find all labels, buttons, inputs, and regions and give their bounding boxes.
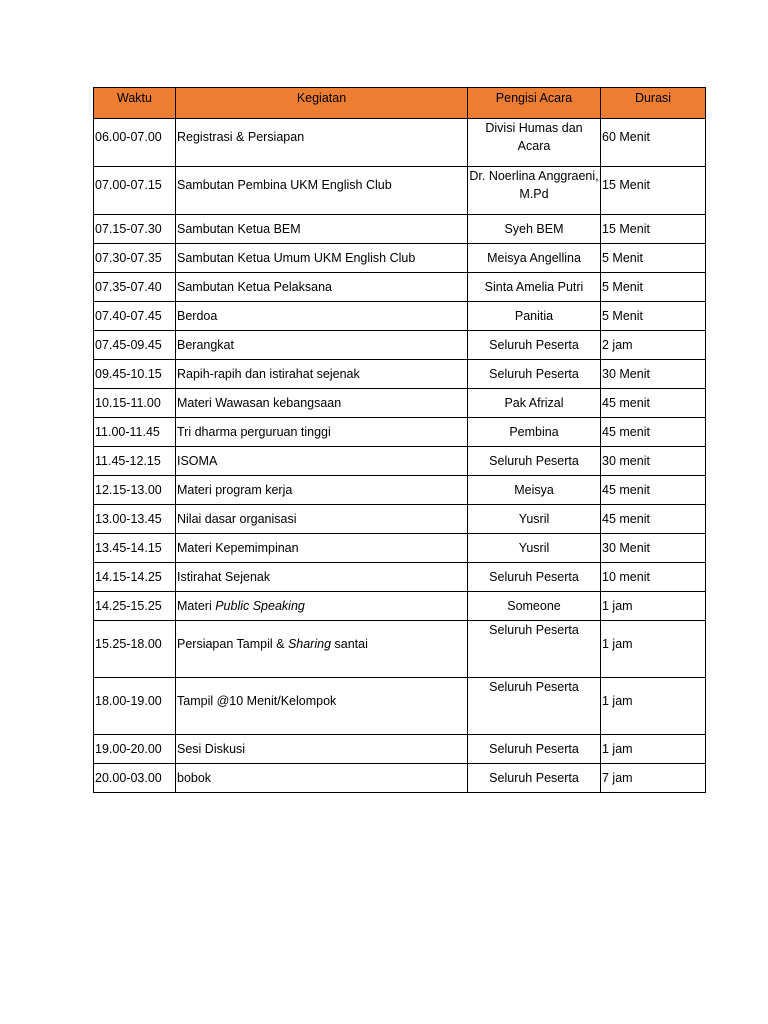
- cell-duration: 15 Menit: [601, 215, 706, 244]
- activity-text: bobok: [177, 771, 212, 785]
- cell-host: Yusril: [468, 505, 601, 534]
- table-row: [94, 476, 706, 505]
- cell-time: 19.00-20.00: [94, 735, 176, 764]
- cell-time: 09.45-10.15: [94, 360, 176, 389]
- cell-activity: [176, 167, 468, 215]
- cell-activity: [176, 678, 468, 735]
- cell-host: Pembina: [468, 418, 601, 447]
- cell-duration: 10 menit: [601, 563, 706, 592]
- cell-host: Seluruh Peserta: [468, 563, 601, 592]
- cell-host: Meisya: [468, 476, 601, 505]
- cell-time: 14.15-14.25: [94, 563, 176, 592]
- table-row: [94, 678, 706, 735]
- cell-activity: [176, 331, 468, 360]
- activity-text: ISOMA: [177, 454, 218, 468]
- cell-activity: [176, 215, 468, 244]
- cell-host: Pak Afrizal: [468, 389, 601, 418]
- cell-duration: 60 Menit: [601, 119, 706, 167]
- header-host: Pengisi Acara: [468, 88, 601, 119]
- activity-text: Sambutan Pembina UKM English Club: [177, 178, 392, 192]
- cell-host: Seluruh Peserta: [468, 621, 601, 678]
- cell-host: Syeh BEM: [468, 215, 601, 244]
- cell-activity: [176, 389, 468, 418]
- table-row: [94, 764, 706, 793]
- cell-duration: 5 Menit: [601, 244, 706, 273]
- activity-text: Nilai dasar organisasi: [177, 512, 297, 526]
- table-row: [94, 447, 706, 476]
- cell-host: Dr. Noerlina Anggraeni, M.Pd: [468, 167, 601, 215]
- activity-text-italic: Public Speaking: [215, 599, 305, 613]
- table-row: [94, 215, 706, 244]
- cell-duration: 5 Menit: [601, 273, 706, 302]
- cell-activity: [176, 563, 468, 592]
- activity-text: Istirahat Sejenak: [177, 570, 271, 584]
- cell-time: 07.30-07.35: [94, 244, 176, 273]
- cell-host: Seluruh Peserta: [468, 735, 601, 764]
- cell-duration: 7 jam: [601, 764, 706, 793]
- cell-host: Divisi Humas dan Acara: [468, 119, 601, 167]
- cell-time: 07.45-09.45: [94, 331, 176, 360]
- cell-host: Someone: [468, 592, 601, 621]
- cell-time: 07.15-07.30: [94, 215, 176, 244]
- cell-duration: 45 menit: [601, 505, 706, 534]
- activity-text: Sesi Diskusi: [177, 742, 246, 756]
- cell-duration: 15 Menit: [601, 167, 706, 215]
- cell-time: 13.00-13.45: [94, 505, 176, 534]
- cell-duration: 1 jam: [601, 678, 706, 735]
- cell-host: Seluruh Peserta: [468, 678, 601, 735]
- cell-host: Meisya Angellina: [468, 244, 601, 273]
- table-row: [94, 389, 706, 418]
- cell-duration: 45 menit: [601, 476, 706, 505]
- cell-time: 07.35-07.40: [94, 273, 176, 302]
- cell-duration: 2 jam: [601, 331, 706, 360]
- activity-text: Materi: [177, 599, 216, 613]
- activity-text: Tampil @10 Menit/Kelompok: [177, 694, 337, 708]
- cell-duration: 30 Menit: [601, 360, 706, 389]
- activity-text: Materi program kerja: [177, 483, 293, 497]
- cell-time: 14.25-15.25: [94, 592, 176, 621]
- cell-activity: [176, 592, 468, 621]
- cell-host: Sinta Amelia Putri: [468, 273, 601, 302]
- activity-text: Tri dharma perguruan tinggi: [177, 425, 331, 439]
- cell-activity: [176, 621, 468, 678]
- cell-activity: [176, 360, 468, 389]
- cell-host: Seluruh Peserta: [468, 764, 601, 793]
- activity-text: Persiapan Tampil &: [177, 637, 288, 651]
- table-row: [94, 273, 706, 302]
- cell-activity: [176, 119, 468, 167]
- cell-activity: [176, 302, 468, 331]
- activity-text-italic: Sharing: [287, 637, 332, 651]
- cell-activity: [176, 735, 468, 764]
- activity-text: Sambutan Ketua Pelaksana: [177, 280, 332, 294]
- cell-time: 12.15-13.00: [94, 476, 176, 505]
- cell-time: 07.00-07.15: [94, 167, 176, 215]
- cell-host: Yusril: [468, 534, 601, 563]
- header-activity: Kegiatan: [176, 88, 468, 119]
- cell-time: 11.00-11.45: [94, 418, 176, 447]
- activity-text: Materi Wawasan kebangsaan: [177, 396, 342, 410]
- cell-activity: [176, 534, 468, 563]
- cell-activity: [176, 244, 468, 273]
- cell-time: 20.00-03.00: [94, 764, 176, 793]
- cell-activity: [176, 476, 468, 505]
- table-row: [94, 167, 706, 215]
- header-row: [94, 88, 706, 119]
- cell-activity: [176, 418, 468, 447]
- cell-time: 13.45-14.15: [94, 534, 176, 563]
- cell-time: 07.40-07.45: [94, 302, 176, 331]
- table-row: [94, 621, 706, 678]
- table-row: [94, 735, 706, 764]
- table-row: [94, 302, 706, 331]
- header-time: Waktu: [94, 88, 176, 119]
- cell-duration: 30 Menit: [601, 534, 706, 563]
- cell-host: Seluruh Peserta: [468, 331, 601, 360]
- table-row: [94, 119, 706, 167]
- activity-text: santai: [331, 637, 368, 651]
- activity-text: Rapih-rapih dan istirahat sejenak: [177, 367, 360, 381]
- cell-duration: 45 menit: [601, 389, 706, 418]
- cell-activity: [176, 764, 468, 793]
- cell-time: 15.25-18.00: [94, 621, 176, 678]
- table-row: [94, 563, 706, 592]
- cell-time: 18.00-19.00: [94, 678, 176, 735]
- table-body: [94, 119, 706, 793]
- table-row: [94, 331, 706, 360]
- cell-time: 11.45-12.15: [94, 447, 176, 476]
- table-row: [94, 244, 706, 273]
- cell-duration: 1 jam: [601, 592, 706, 621]
- table-row: [94, 360, 706, 389]
- cell-activity: [176, 505, 468, 534]
- cell-host: Seluruh Peserta: [468, 447, 601, 476]
- header-duration: Durasi: [601, 88, 706, 119]
- cell-duration: 5 Menit: [601, 302, 706, 331]
- schedule-table: [93, 87, 706, 793]
- cell-host: Panitia: [468, 302, 601, 331]
- table-row: [94, 592, 706, 621]
- cell-time: 10.15-11.00: [94, 389, 176, 418]
- cell-duration: 1 jam: [601, 621, 706, 678]
- activity-text: Registrasi & Persiapan: [177, 130, 305, 144]
- cell-duration: 1 jam: [601, 735, 706, 764]
- table-row: [94, 534, 706, 563]
- activity-text: Sambutan Ketua Umum UKM English Club: [177, 251, 416, 265]
- activity-text: Materi Kepemimpinan: [177, 541, 299, 555]
- cell-activity: [176, 273, 468, 302]
- cell-activity: [176, 447, 468, 476]
- activity-text: Sambutan Ketua BEM: [177, 222, 301, 236]
- activity-text: Berangkat: [177, 338, 234, 352]
- cell-duration: 45 menit: [601, 418, 706, 447]
- cell-host: Seluruh Peserta: [468, 360, 601, 389]
- cell-duration: 30 menit: [601, 447, 706, 476]
- cell-time: 06.00-07.00: [94, 119, 176, 167]
- table-row: [94, 505, 706, 534]
- table-row: [94, 418, 706, 447]
- table-header: [94, 88, 706, 119]
- activity-text: Berdoa: [177, 309, 218, 323]
